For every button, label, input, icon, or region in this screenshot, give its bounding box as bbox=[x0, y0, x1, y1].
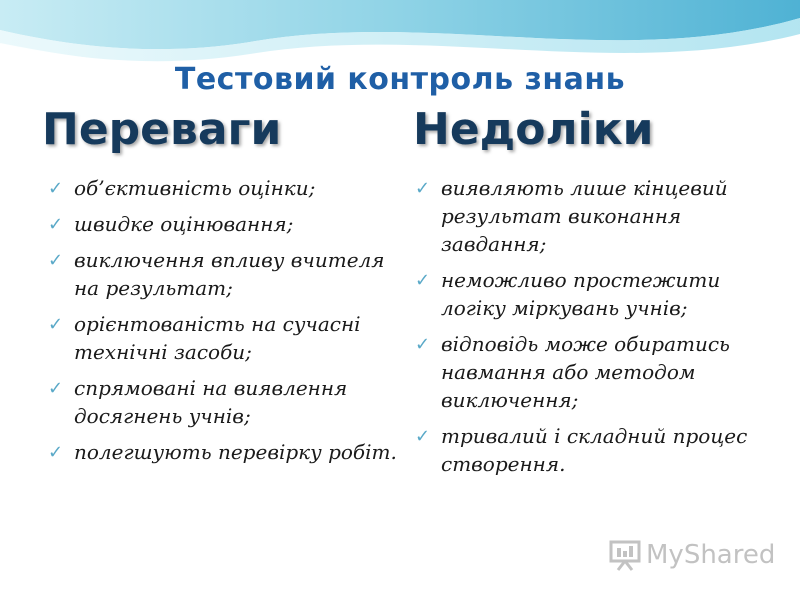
disadvantages-heading: Недоліки bbox=[413, 104, 654, 155]
check-icon: ✓ bbox=[415, 270, 431, 291]
list-item-text: виявляють лише кінцевий результат виконання завдання; bbox=[441, 176, 728, 256]
list-item bbox=[415, 330, 785, 414]
check-icon: ✓ bbox=[415, 178, 431, 199]
list-item-text: неможливо простежити логіку міркувань учнів; bbox=[441, 268, 721, 320]
myshared-logo[interactable] bbox=[608, 538, 775, 572]
advantages-list bbox=[48, 174, 398, 474]
check-icon: ✓ bbox=[48, 250, 64, 271]
list-item bbox=[48, 174, 398, 202]
list-item bbox=[48, 374, 398, 430]
list-item bbox=[48, 210, 398, 238]
list-item-text: відповідь може обиратись навмання або методом виключення; bbox=[441, 332, 730, 412]
list-item bbox=[415, 174, 785, 258]
list-item-text: об’єктивність оцінки; bbox=[74, 176, 316, 200]
list-item-text: орієнтованість на сучасні технічні засоби; bbox=[74, 312, 361, 364]
list-item bbox=[48, 246, 398, 302]
check-icon: ✓ bbox=[48, 214, 64, 235]
disadvantages-list bbox=[415, 174, 785, 486]
check-icon: ✓ bbox=[415, 334, 431, 355]
list-item bbox=[415, 422, 785, 478]
list-item-text: швидке оцінювання; bbox=[74, 212, 294, 236]
list-item-text: полегшують перевірку робіт. bbox=[74, 440, 397, 464]
check-icon: ✓ bbox=[48, 314, 64, 335]
list-item bbox=[415, 266, 785, 322]
presentation-board-icon bbox=[608, 538, 642, 572]
list-item-text: спрямовані на виявлення досягнень учнів; bbox=[74, 376, 348, 428]
list-item bbox=[48, 438, 398, 466]
list-item bbox=[48, 310, 398, 366]
check-icon: ✓ bbox=[48, 442, 64, 463]
logo-text: MyShared bbox=[646, 540, 776, 570]
advantages-heading: Переваги bbox=[42, 104, 282, 155]
list-item-text: виключення впливу вчителя на результат; bbox=[74, 248, 385, 300]
check-icon: ✓ bbox=[415, 426, 431, 447]
check-icon: ✓ bbox=[48, 378, 64, 399]
list-item-text: тривалий і складний процес створення. bbox=[441, 424, 748, 476]
check-icon: ✓ bbox=[48, 178, 64, 199]
slide-title: Тестовий контроль знань bbox=[174, 62, 626, 97]
